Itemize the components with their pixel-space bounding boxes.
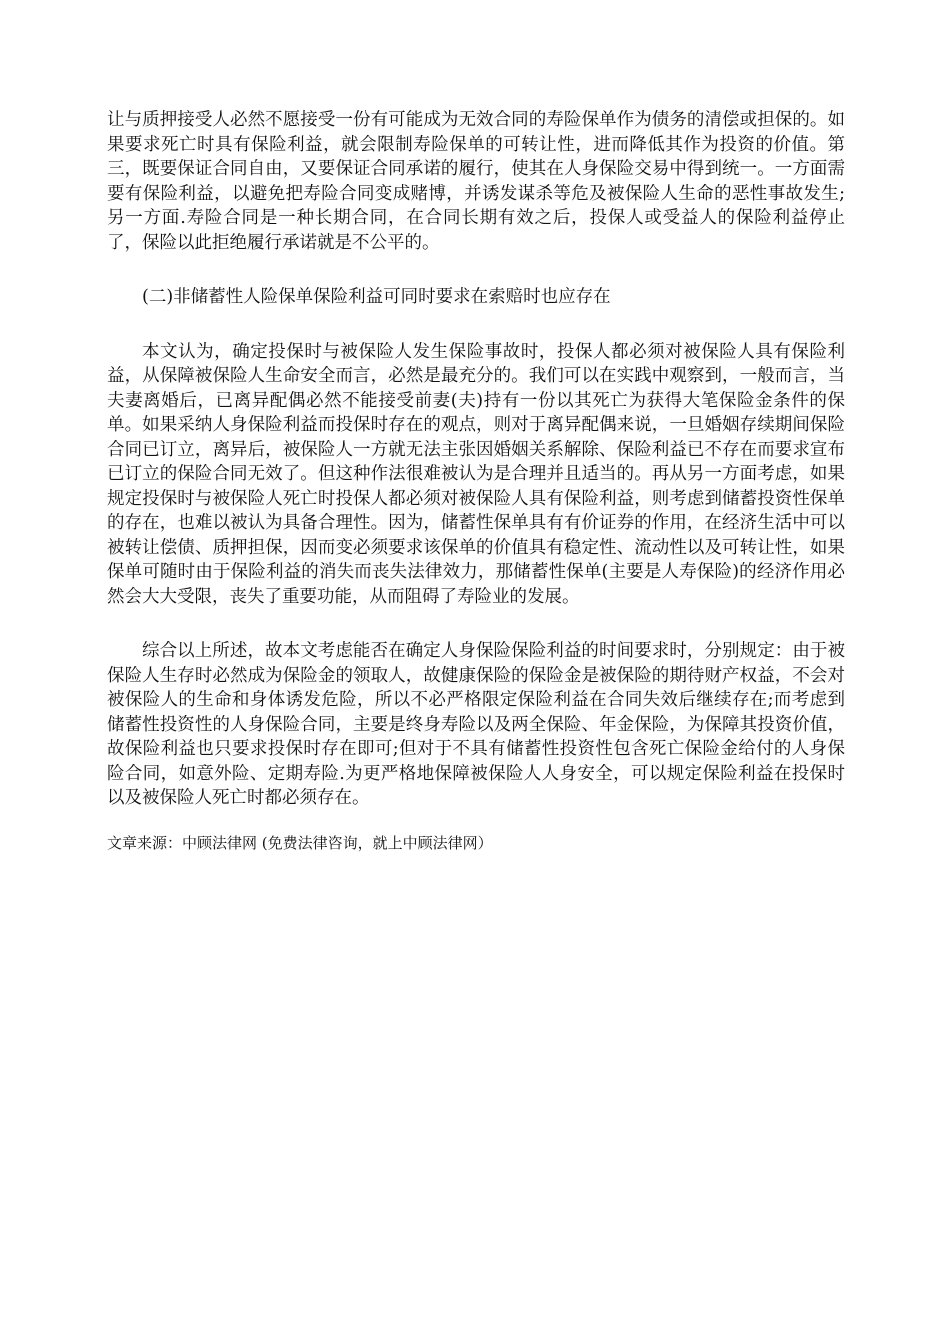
- paragraph-2: 本文认为，确定投保时与被保险人发生保险事故时，投保人都必须对被保险人具有保险利益，从保障被保险人生命安全而言，必然是最充分的。我们可以在实践中观察到，一般而言，当夫妻离婚后，已离异配偶必然不能接受前妻(夫)持有一份以其死亡为获得大笔保险金条件的保单。如果采纳人身保险利益而投保时存在的观点，则对于离异配偶来说，一旦婚姻存续期间保险合同已订立，离异后，被保险人一方就无法主张因婚姻关系解除、保险利益已不存在而要求宣布已订立的保险合同无效了。但这种作法很难被认为是合理并且适当的。再从另一方面考虑，如果规定投保时与被保险人死亡时投保人都必须对被保险人具有保险利益，则考虑到储蓄投资性保单的存在，也难以被认为具备合理性。因为，储蓄性保单具有有价证券的作用，在经济生活中可以被转让偿债、质押担保，因而变必须要求该保单的价值具有稳定性、流动性以及可转让性，如果保单可随时由于保险利益的消失而丧失法律效力，那储蓄性保单(主要是人寿保险)的经济作用必然会大大受限，丧失了重要功能，从而阻碍了寿险业的发展。: [107, 341, 845, 607]
- paragraph-1: 让与质押接受人必然不愿接受一份有可能成为无效合同的寿险保单作为债务的清偿或担保的。如果要求死亡时具有保险利益，就会限制寿险保单的可转让性，进而降低其作为投资的价值。第三，既要保证合同自由，又要保证合同承诺的履行，使其在人身保险交易中得到统一。一方面需要有保险利益，以避免把寿险合同变成赌博，并诱发谋杀等危及被保险人生命的恶性事故发生;另一方面.寿险合同是一种长期合同，在合同长期有效之后，投保人或受益人的保险利益停止了，保险以此拒绝履行承诺就是不公平的。: [107, 110, 845, 253]
- document-page: [107, 108, 845, 868]
- article-source-line: 文章来源：中顾法律网 (免费法律咨询，就上中顾法律网）: [107, 833, 493, 852]
- section-heading: (二)非储蓄性人险保单保险利益可同时要求在索赔时也应存在: [142, 287, 611, 307]
- paragraph-3: 综合以上所述，故本文考虑能否在确定人身保险保险利益的时间要求时，分别规定：由于被保险人生存时必然成为保险金的领取人，故健康保险的保险金是被保险的期待财产权益，不会对被保险人的生命和身体诱发危险，所以不必严格限定保险利益在合同失效后继续存在;而考虑到储蓄性投资性的人身保险合同，主要是终身寿险以及两全保险、年金保险，为保障其投资价值，故保险利益也只要求投保时存在即可;但对于不具有储蓄性投资性包含死亡保险金给付的人身保险合同，如意外险、定期寿险.为更严格地保障被保险人人身安全，可以规定保险利益在投保时以及被保险人死亡时都必须存在。: [107, 641, 845, 808]
